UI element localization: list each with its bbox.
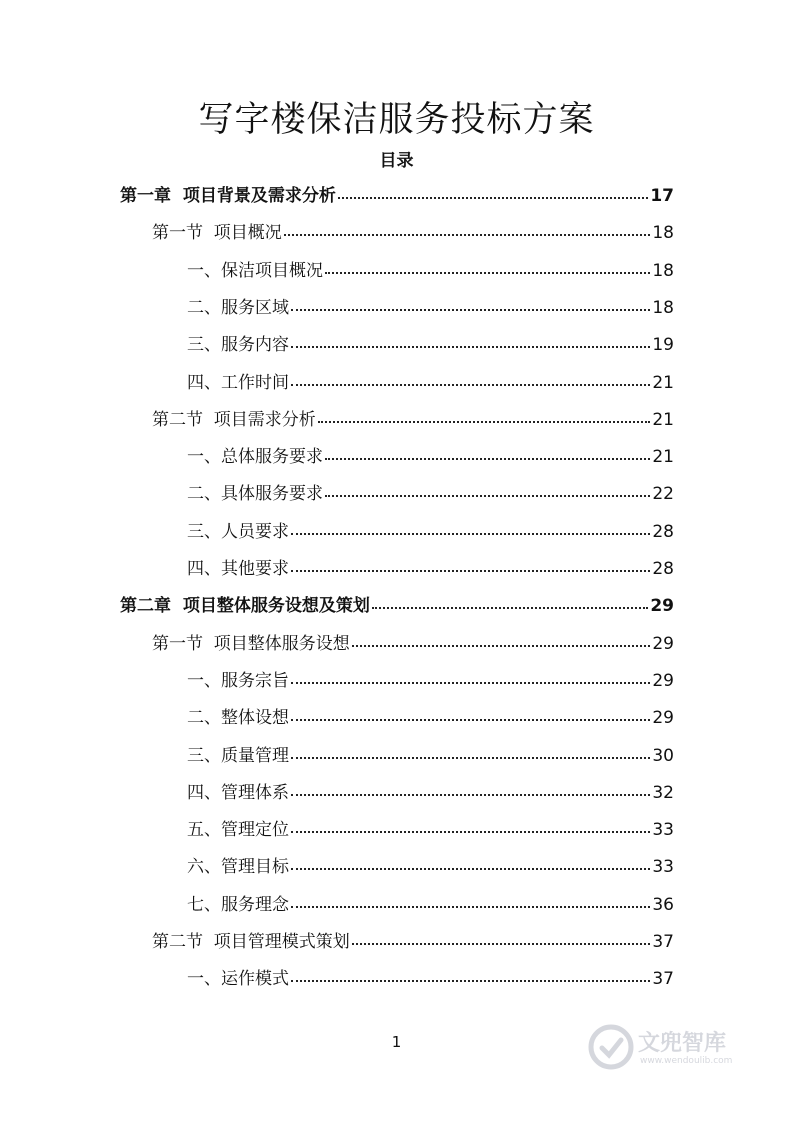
toc-entry-page: 29 [652, 633, 674, 654]
toc-entry[interactable] [152, 624, 674, 654]
toc-entry-label: 四、工作时间 [187, 372, 289, 393]
toc-dot-leader [352, 943, 651, 945]
toc-entry-page: 36 [652, 894, 674, 915]
toc-entry-page: 21 [652, 409, 674, 430]
toc-entry[interactable] [187, 474, 674, 504]
toc-dot-leader [352, 645, 651, 647]
toc-entry[interactable] [187, 847, 674, 877]
toc-entry-page: 32 [652, 782, 674, 803]
toc-entry-label: 第一章 项目背景及需求分析 [120, 186, 336, 206]
toc-entry[interactable] [187, 251, 674, 281]
toc-entry-page: 21 [652, 447, 674, 468]
toc-entry-page: 37 [652, 932, 674, 952]
toc-entry[interactable] [152, 922, 674, 952]
toc-entry-label: 五、管理定位 [187, 820, 289, 841]
toc-heading: 目录 [379, 151, 414, 171]
toc-entry-page: 33 [652, 820, 674, 841]
toc-dot-leader [291, 868, 650, 870]
toc-entry-label: 第一节 项目整体服务设想 [152, 633, 350, 654]
document-title: 写字楼保洁服务投标方案 [198, 100, 595, 140]
toc-entry-page: 37 [652, 969, 674, 990]
toc-entry-page: 29 [652, 670, 674, 691]
toc-entry-label: 四、其他要求 [187, 559, 289, 579]
toc-entry[interactable] [187, 810, 674, 840]
toc-dot-leader [291, 682, 650, 684]
page-number: 1 [391, 1033, 402, 1051]
toc-entry-page: 17 [650, 186, 674, 206]
toc-entry[interactable] [187, 549, 674, 579]
toc-entry-label: 三、人员要求 [187, 521, 289, 542]
toc-entry-page: 29 [650, 596, 674, 617]
toc-entry-page: 21 [652, 372, 674, 393]
toc-dot-leader [318, 421, 651, 423]
toc-entry-label: 一、服务宗旨 [187, 670, 289, 691]
toc-entry-label: 二、服务区域 [187, 297, 289, 318]
toc-dot-leader [291, 719, 650, 721]
toc-dot-leader [291, 831, 650, 833]
toc-entry-label: 第二节 项目需求分析 [152, 409, 316, 430]
toc-entry[interactable] [187, 885, 674, 915]
toc-dot-leader [291, 980, 650, 982]
watermark-url: www.wendoulib.com [640, 1056, 733, 1066]
toc-entry-page: 18 [652, 223, 674, 244]
wendou-logo-icon [588, 1024, 634, 1070]
toc-dot-leader [291, 794, 650, 796]
toc-entry-label: 六、管理目标 [187, 857, 289, 878]
toc-entry[interactable] [187, 512, 674, 542]
toc-entry-page: 29 [652, 708, 674, 729]
toc-dot-leader [291, 309, 650, 311]
toc-entry[interactable] [187, 773, 674, 803]
toc-entry-page: 33 [652, 857, 674, 878]
toc-entry[interactable] [187, 736, 674, 766]
toc-dot-leader [338, 197, 648, 199]
toc-entry-label: 第一节 项目概况 [152, 223, 282, 244]
toc-entry[interactable] [187, 661, 674, 691]
toc-entry[interactable] [152, 400, 674, 430]
toc-dot-leader [284, 234, 651, 236]
toc-dot-leader [291, 570, 650, 572]
toc-entry-label: 第二节 项目管理模式策划 [152, 932, 350, 952]
toc-entry[interactable] [120, 176, 674, 206]
toc-entry-page: 30 [652, 745, 674, 766]
toc-entry[interactable] [187, 959, 674, 989]
toc-dot-leader [325, 495, 650, 497]
toc-entry-label: 二、具体服务要求 [187, 484, 323, 505]
toc-entry-label: 一、运作模式 [187, 969, 289, 990]
toc-entry-page: 28 [652, 559, 674, 579]
toc-entry-page: 19 [652, 335, 674, 356]
toc-entry[interactable] [120, 586, 674, 616]
toc-entry-page: 28 [652, 521, 674, 542]
toc-entry[interactable] [187, 698, 674, 728]
toc-entry[interactable] [187, 363, 674, 393]
watermark [588, 1018, 758, 1078]
toc-entry[interactable] [187, 288, 674, 318]
toc-dot-leader [291, 384, 650, 386]
toc-dot-leader [325, 272, 650, 274]
toc-entry-page: 18 [652, 297, 674, 318]
toc-entry-label: 三、质量管理 [187, 745, 289, 766]
toc-entry-label: 七、服务理念 [187, 894, 289, 915]
toc-dot-leader [291, 757, 650, 759]
toc-entry-label: 三、服务内容 [187, 335, 289, 356]
toc-dot-leader [372, 607, 648, 609]
toc-entry-label: 四、管理体系 [187, 782, 289, 803]
toc-dot-leader [291, 346, 650, 348]
toc-entry-label: 第二章 项目整体服务设想及策划 [120, 596, 370, 617]
toc-entry[interactable] [187, 325, 674, 355]
toc-entry-label: 二、整体设想 [187, 708, 289, 729]
toc-dot-leader [291, 533, 650, 535]
toc-entry-page: 22 [652, 484, 674, 505]
toc-dot-leader [291, 906, 650, 908]
toc-entry[interactable] [152, 213, 674, 243]
toc-entry-page: 18 [652, 260, 674, 281]
toc-entry-label: 一、总体服务要求 [187, 447, 323, 468]
toc-entry[interactable] [187, 437, 674, 467]
toc-dot-leader [325, 458, 650, 460]
toc-entry-label: 一、保洁项目概况 [187, 260, 323, 281]
watermark-text: 文兜智库 [638, 1031, 727, 1056]
